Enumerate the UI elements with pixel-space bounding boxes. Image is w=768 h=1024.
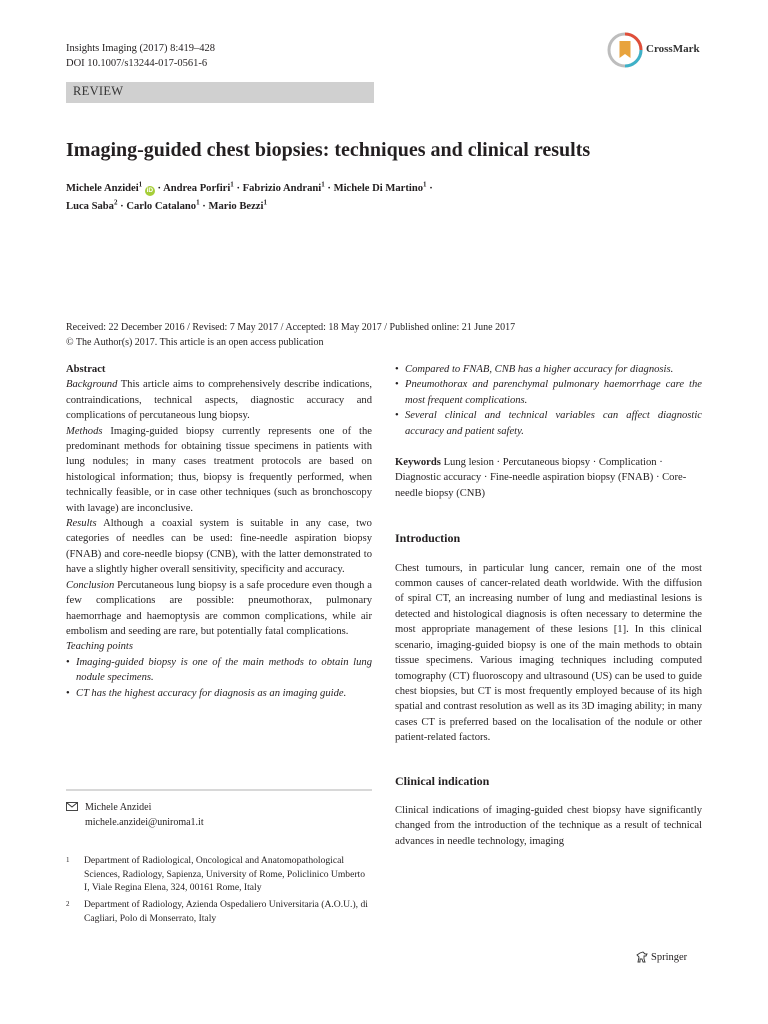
author-list — [66, 180, 716, 216]
clinical-indication-heading: Clinical indication — [395, 773, 490, 788]
keywords-label: Keywords — [395, 457, 441, 469]
author-name: Michele Anzidei — [66, 183, 139, 194]
affiliation-text: Department of Radiological, Oncological and Anatomopathological Sciences, Radiology, Sapienza, University of Rome, Policlinico Umberto I, Viale Regina Elena, 324, 00161 Rome, Italy — [84, 855, 366, 894]
open-access-note: © The Author(s) 2017. This article is an open access publication — [66, 337, 324, 348]
abstract-text: This article aims to comprehensively describe indications, contraindications, technical aspects, diagnostic accuracy and complications of percutaneous lung biopsy. — [66, 379, 372, 422]
author-affiliation-ref: 1 — [321, 180, 325, 189]
crossmark-badge[interactable] — [607, 31, 707, 69]
author-name: Luca Saba — [66, 201, 114, 212]
author-separator: · — [202, 201, 206, 212]
teaching-point — [395, 377, 702, 408]
abstract-label: Results — [66, 518, 97, 530]
envelope-icon — [66, 802, 78, 811]
teaching-point — [395, 362, 702, 377]
teaching-point-text: Pneumothorax and parenchymal pulmonary haemorrhage care the most frequent complications. — [405, 379, 702, 406]
teaching-point — [66, 655, 372, 686]
affiliation-number: 2 — [66, 900, 70, 908]
abstract-label: Methods — [66, 425, 103, 437]
clinical-indication-text: Clinical indications of imaging-guided chest biopsy have significantly changed from the introduction of the technique as a result of technical advances in needle technology, imaging — [395, 804, 702, 847]
keywords-text: Lung lesion · Percutaneous biopsy · Complication · Diagnostic accuracy · Fine-needle aspiration biopsy (FNAB) · Core-needle biopsy (CNB) — [395, 457, 687, 499]
author-affiliation-ref: 1 — [423, 180, 427, 189]
abstract-results — [66, 516, 372, 578]
author-separator: · — [157, 183, 162, 194]
affiliation — [66, 854, 372, 895]
publisher-label: Springer — [651, 951, 688, 963]
author-affiliation-ref: 1 — [263, 198, 267, 207]
history-dates: Received: 22 December 2016 / Revised: 7 May 2017 / Accepted: 18 May 2017 / Published online: 21 June 2017 — [66, 322, 516, 333]
article-type: REVIEW — [73, 84, 124, 98]
publisher-logo — [636, 951, 687, 963]
author-affiliation-ref: 2 — [113, 198, 118, 207]
article-type-band — [66, 82, 374, 103]
publication-dates — [66, 320, 515, 350]
introduction-body: . In this clinical scenario, imaging-guided biopsy is one of the main methods to obtain tissue specimens. Various imaging techniques including computed tomography (CT) fluoroscopy and ultrasound (US) can be used to guide chest biopsies, but CT is most frequently employed because of its high spatial and contrast resolution as well as its 3D imaging ability; in many cases CT is preferred based on the localisation of the nodule or other patient-related factors. — [395, 624, 702, 744]
introduction-heading: Introduction — [395, 531, 461, 546]
author-affiliation-ref: 1 — [230, 180, 234, 189]
abstract-conclusion — [66, 578, 372, 640]
author-name: Carlo Catalano — [126, 201, 197, 212]
abstract-text: Although a coaxial system is suitable in any case, two categories of needles can be used: fine-needle aspiration biopsy (FNAB) and core-needle biopsy (CNB), with the latter demonstrated to have a slightly higher overall sensitivity, specificity and accuracy. — [66, 518, 372, 576]
abstract-heading: Abstract — [66, 364, 106, 375]
right-column — [395, 362, 702, 849]
crossmark-icon — [607, 31, 643, 69]
correspondence-name: Michele Anzidei — [85, 802, 152, 813]
footnote-divider — [66, 789, 372, 791]
teaching-point-text: CT has the highest accuracy for diagnosis as an imaging guide. — [76, 687, 347, 699]
teaching-point-text: Imaging-guided biopsy is one of the main methods to obtain lung nodule specimens. — [76, 656, 372, 684]
crossmark-label: CrossMark — [646, 43, 700, 55]
keywords — [395, 455, 702, 501]
bullet-glyph: • — [395, 379, 399, 391]
author-name: Fabrizio Andrani — [242, 183, 322, 194]
teaching-point-text: Several clinical and technical variables can affect diagnostic accuracy and patient safety. — [405, 410, 702, 437]
author-affiliation-ref: 1 — [138, 180, 143, 189]
springer-horse-icon — [636, 951, 648, 963]
abstract-column — [66, 362, 372, 701]
abstract-methods — [66, 424, 372, 516]
author-name: Mario Bezzi — [208, 201, 264, 212]
author-affiliation-ref: 1 — [196, 198, 200, 207]
journal-header — [66, 41, 215, 71]
correspondence-email[interactable]: michele.anzidei@uniroma1.it — [85, 817, 204, 828]
affiliation-text: Department of Radiology, Azienda Ospedaliero Universitaria (A.O.U.), di Cagliari, Polo di Monserrato, Italy — [84, 899, 368, 924]
bullet-glyph: • — [395, 364, 399, 375]
author-separator: · — [327, 183, 331, 194]
introduction-text — [395, 561, 702, 746]
orcid-icon[interactable]: iD — [146, 187, 154, 194]
affiliation-number: 1 — [66, 856, 70, 864]
bullet-glyph: • — [395, 410, 399, 422]
journal-citation: Insights Imaging (2017) 8:419–428 — [66, 43, 216, 54]
bullet-glyph: • — [66, 656, 70, 668]
abstract-background — [66, 377, 372, 423]
citation-link[interactable]: [1] — [613, 624, 627, 636]
journal-doi[interactable]: DOI 10.1007/s13244-017-0561-6 — [66, 58, 208, 69]
correspondence-details — [85, 800, 204, 830]
abstract-text: Percutaneous lung biopsy is a safe procedure even though a few complications are possible: pneumothorax, pulmonary haemorrhage and haemoptysis are common complications, while air embolism and seeding are rare, but potentially fatal complications. — [66, 579, 372, 637]
teaching-point-text: Compared to FNAB, CNB has a higher accuracy for diagnosis. — [405, 364, 674, 375]
author-separator: · — [236, 183, 240, 194]
article-title: Imaging-guided chest biopsies: techniques and clinical results — [66, 139, 591, 161]
teaching-point — [395, 408, 702, 439]
introduction-body: Chest tumours, in particular lung cancer, remain one of the most common causes of cancer-related death worldwide. With the diffusion of spiral CT, an increasing number of lung and mediastinal lesions is detected and histological diagnosis is often necessary to determine the most appropriate management of these lesions — [395, 562, 702, 636]
teaching-point — [66, 686, 372, 701]
affiliation — [66, 898, 372, 925]
author-name: Andrea Porfiri — [163, 183, 231, 194]
bullet-glyph: • — [66, 687, 70, 699]
author-separator: · — [429, 183, 433, 194]
author-separator: · — [120, 201, 124, 212]
abstract-text: Imaging-guided biopsy currently represents one of the predominant methods for obtaining tissue specimens in patients with lung nodules; in many cases treatment protocols are based on histological information; thus, biopsy is frequently performed, when technically feasible, or in case other techniques (such as bronchoscopy with lavage) are inconclusive. — [66, 425, 372, 514]
author-name: Michele Di Martino — [333, 183, 424, 194]
abstract-label: Background — [66, 379, 118, 391]
teaching-points-heading: Teaching points — [66, 641, 134, 653]
abstract-label: Conclusion — [66, 579, 115, 591]
